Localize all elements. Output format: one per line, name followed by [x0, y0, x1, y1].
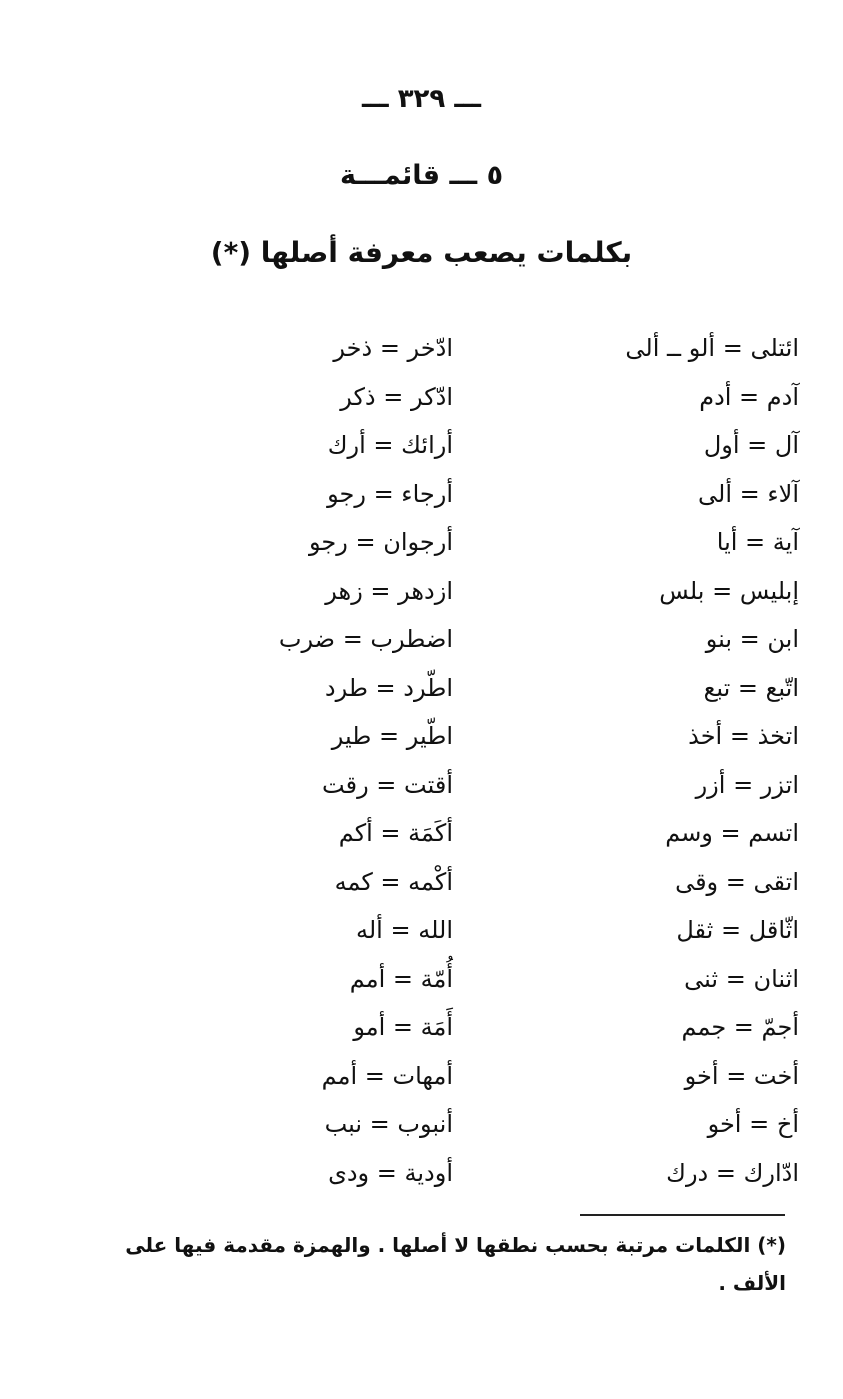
word-entry: ادّخر = ذخر	[333, 334, 453, 362]
word-entry: ائتلى = ألو ــ ألى	[625, 334, 799, 362]
word-entry: أَمَة = أمو	[353, 1013, 453, 1041]
page-number: ـــ ٣٢٩ ـــ	[361, 84, 482, 114]
word-entry: اتخذ = أخذ	[688, 722, 799, 750]
word-entry: اضطرب = ضرب	[278, 625, 453, 653]
word-list-right-column	[539, 324, 799, 1197]
word-entry: أكَمَة = أكم	[338, 819, 453, 847]
word-entry: آية = أيا	[716, 528, 799, 556]
word-list-left-column	[223, 324, 453, 1197]
word-entry: اثنان = ثنى	[684, 964, 799, 993]
word-entry: أخ = أخو	[707, 1110, 799, 1138]
word-entry: أنبوب = نبب	[324, 1110, 453, 1138]
list-title: بكلمات يصعب معرفة أصلها (*)	[210, 236, 633, 269]
word-entry: اطّير = طير	[331, 722, 453, 750]
word-entry: أقتت = رقت	[322, 770, 453, 799]
word-entry: اتقى = وقى	[675, 867, 799, 896]
word-entry: أُمّة = أمم	[349, 964, 453, 993]
word-entry: اتسم = وسم	[665, 819, 799, 847]
word-entry: أمهات = أمم	[321, 1061, 453, 1090]
word-entry: أرائك = أرك	[327, 431, 453, 459]
word-entry: ابن = بنو	[705, 625, 799, 653]
word-entry: أكْمه = كمه	[334, 867, 453, 896]
section-title: ٥ ـــ قائمـــة	[339, 160, 504, 191]
word-entry: آل = أول	[703, 431, 799, 459]
word-entry: أودية = ودى	[328, 1158, 453, 1187]
word-entry: آدم = أدم	[699, 382, 799, 411]
word-entry: أرجاء = رجو	[327, 479, 453, 508]
footnote: (*) الكلمات مرتبة بحسب نطقها لا أصلها . والهمزة مقدمة فيها على الألف .	[125, 1233, 786, 1295]
word-entry: أرجوان = رجو	[309, 528, 453, 556]
word-entry: إبليس = بلس	[659, 576, 799, 605]
word-entry: اتزر = أزر	[695, 770, 799, 799]
word-entry: الله = أله	[355, 916, 453, 944]
word-entry: ازدهر = زهر	[325, 576, 453, 605]
word-entry: أخت = أخو	[684, 1061, 799, 1090]
word-entry: آلاء = ألى	[698, 479, 799, 508]
footnote-divider	[580, 1214, 785, 1216]
word-entry: اطّرد = طرد	[324, 673, 453, 702]
word-entry: اتّبع = تبع	[703, 673, 799, 702]
word-entry: ادّكر = ذكر	[340, 382, 453, 411]
word-entry: اثّاقل = ثقل	[676, 916, 799, 944]
word-entry: أجمّ = جمم	[681, 1013, 799, 1041]
word-entry: ادّارك = درك	[666, 1158, 799, 1187]
